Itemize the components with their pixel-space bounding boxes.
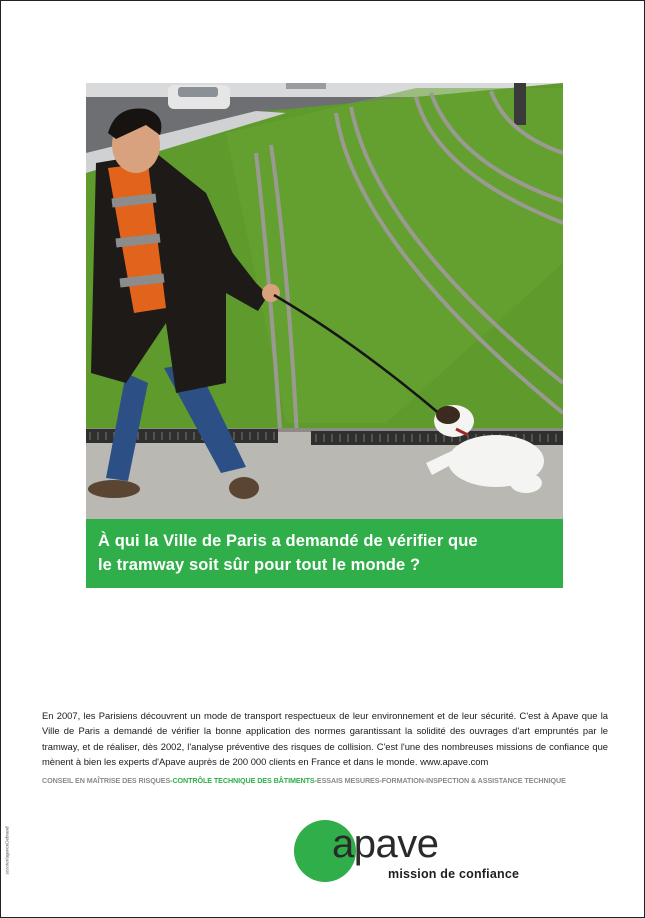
headline-line-2: le tramway soit sûr pour tout le monde ? [98,556,421,574]
body-paragraph: En 2007, les Parisiens découvrent un mode de transport respectueux de leur environnement et de leur sécurité. C'est à Apave que la Ville de Paris a demandé de vérifier la bonne application des normes garantissant la solidité des ouvrages d'art empruntés par le tramway, et de réaliser, dès 2002, l'analyse préventive des risques de collision. C'est l'une des nombreuses missions de confiance que mènent à bien les experts d'Apave auprès de 200 000 clients en France et dans le monde. www.apave.com [42,710,608,768]
service-separator: - [170,776,173,785]
service-item-1: CONSEIL EN MAÎTRISE DES RISQUES [42,776,171,785]
logo-tagline: mission de confiance [388,867,520,881]
headline-line-1: À qui la Ville de Paris a demandé de vérifier que [98,532,478,550]
photo-illustration [86,83,563,519]
service-item-2: CONTRÔLE TECHNIQUE DES BÂTIMENTS [172,776,315,785]
hero-photo [86,83,563,519]
hand [262,284,280,302]
service-item-5: INSPECTION & ASSISTANCE TECHNIQUE [426,776,566,785]
logo-wordmark: apave [332,822,439,866]
service-item-4: FORMATION [381,776,424,785]
services-list [42,776,608,786]
service-item-3: ESSAIS MESURES [316,776,380,785]
service-separator: - [379,776,382,785]
pole [514,83,526,125]
service-separator: - [314,776,317,785]
apave-logo [294,818,534,884]
service-separator: - [423,776,427,785]
side-credit [3,826,11,876]
credit-text: scooter/agenceDebrand [4,826,10,875]
headline-banner [86,519,563,588]
